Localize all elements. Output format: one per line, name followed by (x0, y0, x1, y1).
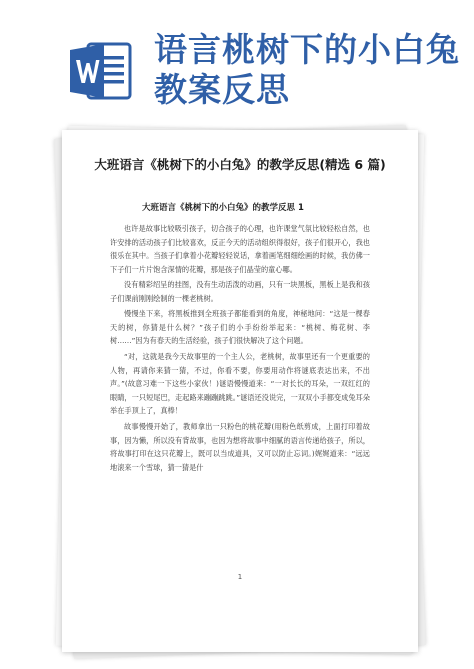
paragraph-1: 也许是故事比较吸引孩子，切合孩子的心理，也许课堂气氛比较轻松自然，也许安排的活动孩子们比较喜欢，反正今天的活动组织得很好，孩子们很开心，我也很乐在其中。当孩子们拿着小花瓣轻轻说话，拿着画笔细细绘画的时候，我仿佛一下子们一片片饱含深情的花瓣，那是孩子们晶莹的童心哪。 (110, 224, 370, 274)
section-heading: 大班语言《桃树下的小白兔》的教学反思 1 (142, 203, 304, 213)
page-title: 语言桃树下的小白兔教案反思 (154, 30, 460, 109)
paragraph-5: 故事慢慢开始了，教师拿出一只粉色的桃花瓣(用粉色纸剪成，上面打印着故事，因为懒，所以没有背故事，也因为想将故事中细腻的语言传递给孩子，所以，将故事打印在这只花瓣上，既可以当成道具，又可以防止忘词。)娓娓道来：“远远地滚来一个雪球，猜一猜是什 (110, 422, 370, 472)
paragraph-4: “对，这就是我今天故事里的一个主人公，老桃树，故事里还有一个更重要的人物，再请你来猜一猜，不过，你看不要，你要用动作将谜底表达出来，不出声。”(故意习难一下这些小家伙！)谜语慢慢道来：“一对长长的耳朵，一双红红的眼睛，一只短尾巴，走起路来蹦蹦跳跳。”谜语还没说完，一双双小手都变成兔耳朵举在手顶上了，真棒！ (110, 352, 370, 416)
paragraph-3: 慢慢坐下来，将黑板推到全班孩子都能看到的角度，神秘地问：“这是一棵春天的树，你猜是什么树？”孩子们的小手纷纷举起来：“桃树、梅花树、李树……”因为有春天的生活经验，孩子们很快解决了这个问题。 (110, 309, 370, 346)
document-page (62, 130, 418, 652)
document-title: 大班语言《桃树下的小白兔》的教学反思(精选 6 篇) (94, 157, 386, 172)
page-number: 1 (237, 573, 243, 581)
header-banner (0, 0, 474, 130)
paragraph-2: 没有精彩绍呈的挂图，没有生动活泼的动画，只有一块黑板，黑板上是我和孩子们课前刚刚绘制的一棵老桃树。 (110, 280, 370, 303)
word-document-icon (68, 38, 134, 104)
